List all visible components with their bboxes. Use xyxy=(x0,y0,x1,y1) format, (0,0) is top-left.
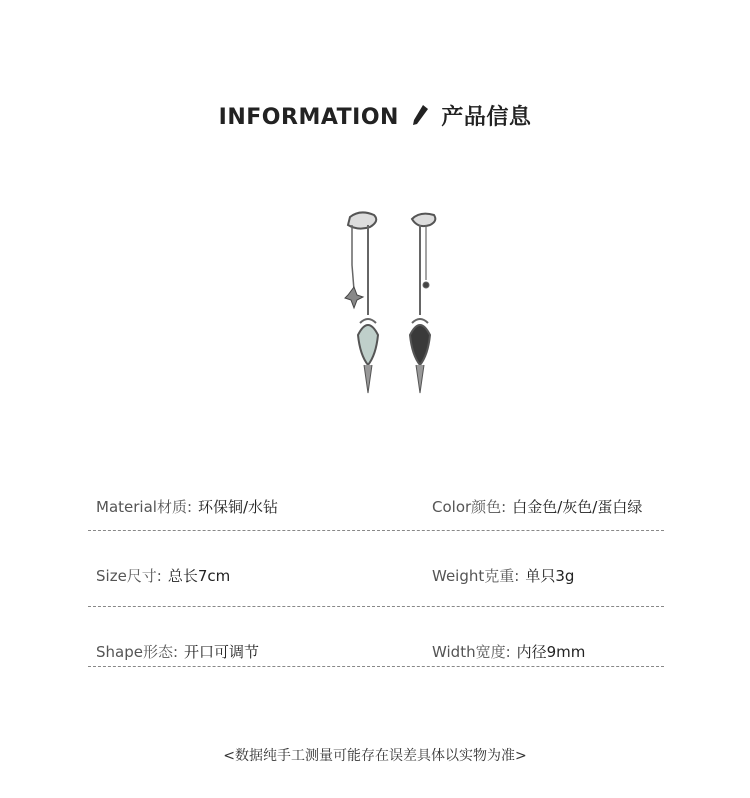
measurement-note: <数据纯手工测量可能存在误差具体以实物为准> xyxy=(223,748,527,764)
spec-shape xyxy=(96,641,259,662)
right-earring xyxy=(410,214,435,393)
divider xyxy=(88,666,664,667)
spec-key: Color颜色: xyxy=(432,498,507,516)
spec-weight xyxy=(432,565,574,586)
spec-key: Shape形态: xyxy=(96,643,179,661)
spec-value: 内径9mm xyxy=(516,643,586,661)
spec-material xyxy=(96,496,278,517)
spec-size xyxy=(96,565,230,586)
spec-key: Size尺寸: xyxy=(96,567,162,585)
header-title-cn: 产品信息 xyxy=(441,105,532,130)
left-earring xyxy=(345,212,378,393)
spec-color xyxy=(432,496,642,517)
header-title-en: INFORMATION xyxy=(218,105,399,130)
info-header xyxy=(0,100,750,132)
spec-value: 单只3g xyxy=(525,567,575,585)
spec-key: Material材质: xyxy=(96,498,192,516)
divider xyxy=(88,606,664,607)
spec-width xyxy=(432,641,585,662)
product-image xyxy=(330,205,460,445)
spec-key: Width宽度: xyxy=(432,643,511,661)
spec-value: 开口可调节 xyxy=(184,643,260,661)
spec-key: Weight克重: xyxy=(432,567,520,585)
pen-icon xyxy=(411,104,429,132)
divider xyxy=(88,530,664,531)
spec-value: 环保铜/水钻 xyxy=(198,498,279,516)
spec-value: 总长7cm xyxy=(167,567,231,585)
spec-value: 白金色/灰色/蛋白绿 xyxy=(512,498,643,516)
